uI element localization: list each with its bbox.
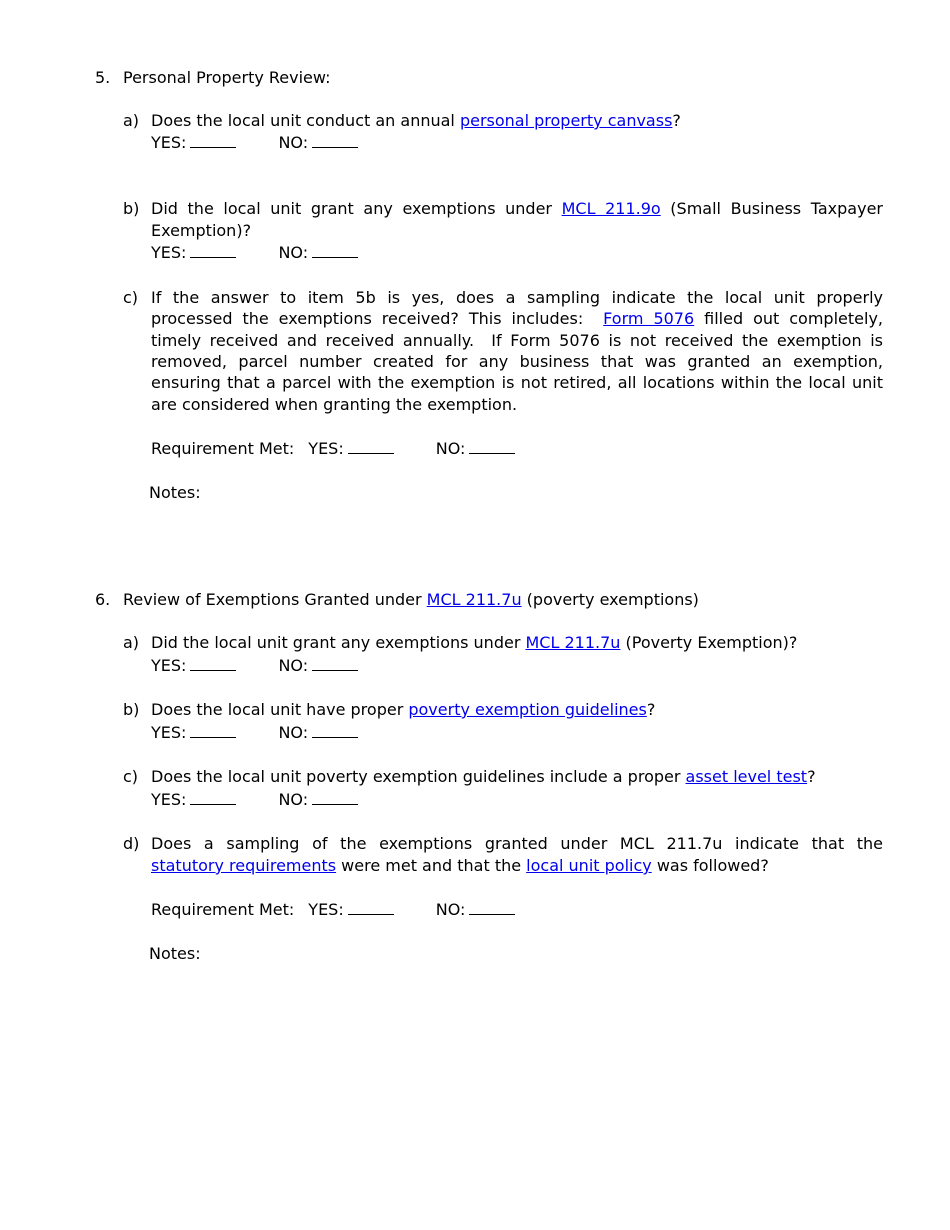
item-6b-question: Does the local unit have proper poverty exemption guidelines? (151, 700, 656, 719)
item-6c-answer-row: YES: NO: (151, 789, 358, 811)
yes-answer-blank[interactable] (190, 803, 236, 805)
no-answer-blank[interactable] (312, 803, 358, 805)
yes-answer-blank[interactable] (190, 146, 236, 148)
section-5-title: Personal Property Review: (123, 68, 331, 87)
yes-answer-blank[interactable] (190, 256, 236, 258)
item-6b-answer-row: YES: NO: (151, 722, 358, 744)
section-6-requirement-met-row: Requirement Met: YES: NO: (151, 899, 515, 921)
mcl-211-9o-link[interactable]: MCL 211.9o (561, 199, 661, 218)
yes-answer-blank[interactable] (348, 452, 394, 454)
item-5b-letter: b) (123, 199, 140, 218)
item-5a-answer-row: YES: NO: (151, 132, 358, 154)
item-6c-question: Does the local unit poverty exemption guidelines include a proper asset level test? (151, 767, 816, 786)
no-answer-blank[interactable] (469, 913, 515, 915)
poverty-exemption-guidelines-link[interactable]: poverty exemption guidelines (408, 700, 647, 719)
item-6d-letter: d) (123, 834, 140, 853)
section-6-number: 6. (95, 590, 111, 609)
section-6-title: Review of Exemptions Granted under MCL 211.7u (poverty exemptions) (123, 590, 699, 609)
local-unit-policy-link[interactable]: local unit policy (526, 856, 652, 875)
item-5b-question-line1: Did the local unit grant any exemptions under MCL 211.9o (Small Business Taxpayer (151, 199, 883, 218)
form-5076-link[interactable]: Form 5076 (603, 309, 695, 328)
item-5c-line3: timely received and received annually. If Form 5076 is not received the exemption is (151, 331, 883, 350)
section-5-requirement-met-row: Requirement Met: YES: NO: (151, 438, 515, 460)
no-answer-blank[interactable] (469, 452, 515, 454)
item-5c-line5: ensuring that a parcel with the exemption is not retired, all locations within the local unit (151, 373, 883, 392)
section-5-notes-label: Notes: (149, 483, 201, 502)
item-6b-letter: b) (123, 700, 140, 719)
item-5c-line2: processed the exemptions received? This includes: Form 5076 filled out completely, (151, 309, 883, 328)
section-6-notes-label: Notes: (149, 944, 201, 963)
item-5b-question-line2: Exemption)? (151, 221, 252, 240)
item-6a-question: Did the local unit grant any exemptions under MCL 211.7u (Poverty Exemption)? (151, 633, 798, 652)
item-5c-letter: c) (123, 288, 139, 307)
no-answer-blank[interactable] (312, 146, 358, 148)
mcl-211-7u-link[interactable]: MCL 211.7u (525, 633, 621, 652)
mcl-211-7u-link[interactable]: MCL 211.7u (426, 590, 522, 609)
item-5c-line4: removed, parcel number created for any business that was granted an exemption, (151, 352, 883, 371)
item-6a-answer-row: YES: NO: (151, 655, 358, 677)
item-6a-letter: a) (123, 633, 140, 652)
yes-answer-blank[interactable] (348, 913, 394, 915)
item-5a-letter: a) (123, 111, 140, 130)
yes-answer-blank[interactable] (190, 669, 236, 671)
item-5c-line6: are considered when granting the exemption. (151, 395, 518, 414)
item-6d-line1: Does a sampling of the exemptions granted under MCL 211.7u indicate that the (151, 834, 883, 853)
item-6d-line2: statutory requirements were met and that the local unit policy was followed? (151, 856, 769, 875)
item-5b-answer-row: YES: NO: (151, 242, 358, 264)
statutory-requirements-link[interactable]: statutory requirements (151, 856, 337, 875)
no-answer-blank[interactable] (312, 736, 358, 738)
item-5a-question: Does the local unit conduct an annual personal property canvass? (151, 111, 681, 130)
item-5c-line1: If the answer to item 5b is yes, does a sampling indicate the local unit properly (151, 288, 883, 307)
asset-level-test-link[interactable]: asset level test (685, 767, 808, 786)
no-answer-blank[interactable] (312, 669, 358, 671)
no-answer-blank[interactable] (312, 256, 358, 258)
section-5-number: 5. (95, 68, 111, 87)
item-6c-letter: c) (123, 767, 139, 786)
personal-property-canvass-link[interactable]: personal property canvass (459, 111, 673, 130)
yes-answer-blank[interactable] (190, 736, 236, 738)
